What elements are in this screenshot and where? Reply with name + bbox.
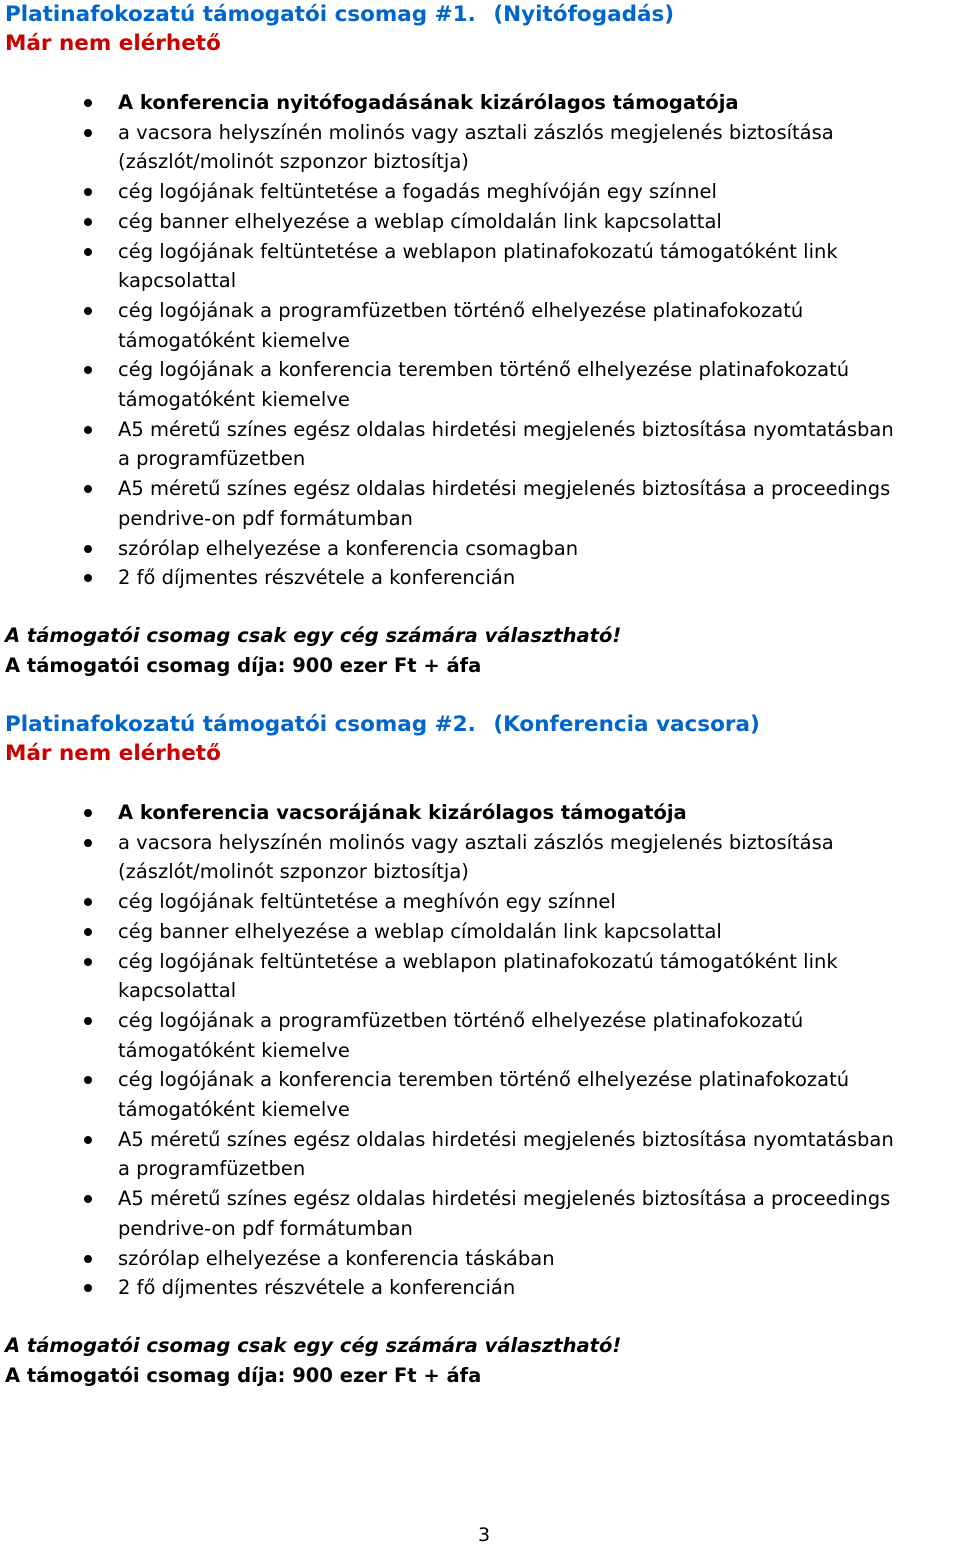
feature-text: szórólap elhelyezése a konferencia táskában	[118, 1246, 555, 1270]
package-price: A támogatói csomag díja: 900 ezer Ft + áfa	[5, 1363, 482, 1387]
feature-text: cég logójának feltüntetése a meghívón egy színnel	[118, 890, 616, 914]
package-subtitle: (Konferencia vacsora)	[493, 712, 760, 737]
feature-list	[0, 798, 960, 1303]
exclusivity-note: A támogatói csomag csak egy cég számára választható!	[5, 624, 622, 647]
feature-text: cég logójának feltüntetése a weblapon platinafokozatú támogatóként link kapcsolattal	[118, 949, 838, 1003]
feature-text: A5 méretű színes egész oldalas hirdetési megjelenés biztosítása nyomtatásban a programfüzetben	[118, 417, 894, 471]
package-section-2	[0, 710, 960, 1387]
list-item	[0, 1184, 960, 1243]
bullet-icon	[84, 99, 92, 107]
feature-text: a vacsora helyszínén molinós vagy asztali zászlós megjelenés biztosítása (zászlót/molinót szponzor biztosítja)	[118, 120, 834, 174]
list-item	[0, 415, 960, 474]
list-item	[0, 118, 960, 177]
list-item	[0, 563, 960, 593]
feature-list	[0, 88, 960, 593]
bullet-icon	[84, 545, 92, 553]
bullet-icon	[84, 1284, 92, 1292]
bullet-icon	[84, 188, 92, 196]
list-item	[0, 947, 960, 1006]
list-item	[0, 1065, 960, 1124]
bullet-icon	[84, 248, 92, 256]
list-item	[0, 177, 960, 207]
bullet-icon	[84, 809, 92, 817]
feature-text: 2 fő díjmentes részvétele a konferencián	[118, 566, 516, 590]
package-terms	[5, 1331, 621, 1390]
bullet-icon	[84, 1255, 92, 1263]
package-price: A támogatói csomag díja: 900 ezer Ft + áfa	[5, 653, 482, 677]
package-subtitle: (Nyitófogadás)	[493, 2, 675, 27]
list-item	[0, 88, 960, 118]
feature-text: cég logójának feltüntetése a fogadás meghívóján egy színnel	[118, 180, 717, 204]
package-title	[0, 0, 960, 29]
list-item	[0, 237, 960, 296]
bullet-icon	[84, 307, 92, 315]
list-item	[0, 798, 960, 828]
package-status: Már nem elérhető	[5, 31, 221, 56]
bullet-icon	[84, 839, 92, 847]
feature-text: 2 fő díjmentes részvétele a konferencián	[118, 1276, 516, 1300]
feature-text: A5 méretű színes egész oldalas hirdetési megjelenés biztosítása nyomtatásban a programfüzetben	[118, 1127, 894, 1181]
feature-text: A konferencia vacsorájának kizárólagos támogatója	[118, 801, 687, 824]
package-name: Platinafokozatú támogatói csomag #2.	[5, 712, 476, 737]
feature-text: A konferencia nyitófogadásának kizárólagos támogatója	[118, 91, 739, 114]
package-terms	[5, 621, 621, 680]
feature-text: cég logójának a konferencia teremben történő elhelyezése platinafokozatú támogatóként kiemelve	[118, 358, 850, 412]
list-item	[0, 1006, 960, 1065]
package-name: Platinafokozatú támogatói csomag #1.	[5, 2, 476, 27]
bullet-icon	[84, 1195, 92, 1203]
list-item	[0, 828, 960, 887]
list-item	[0, 1125, 960, 1184]
feature-text: cég logójának a programfüzetben történő elhelyezése platinafokozatú támogatóként kiemelve	[118, 1008, 804, 1062]
package-status: Már nem elérhető	[5, 741, 221, 766]
feature-text: cég banner elhelyezése a weblap címoldalán link kapcsolattal	[118, 919, 722, 943]
feature-text: cég banner elhelyezése a weblap címoldalán link kapcsolattal	[118, 209, 722, 233]
bullet-icon	[84, 1136, 92, 1144]
bullet-icon	[84, 1017, 92, 1025]
feature-text: szórólap elhelyezése a konferencia csomagban	[118, 536, 579, 560]
exclusivity-note: A támogatói csomag csak egy cég számára választható!	[5, 1334, 622, 1357]
bullet-icon	[84, 574, 92, 582]
list-item	[0, 355, 960, 414]
feature-text: a vacsora helyszínén molinós vagy asztali zászlós megjelenés biztosítása (zászlót/molinót szponzor biztosítja)	[118, 830, 834, 884]
bullet-icon	[84, 898, 92, 906]
bullet-icon	[84, 1076, 92, 1084]
feature-text: cég logójának a programfüzetben történő elhelyezése platinafokozatú támogatóként kiemelve	[118, 298, 804, 352]
list-item	[0, 207, 960, 237]
page-number: 3	[477, 1524, 491, 1546]
feature-text: cég logójának a konferencia teremben történő elhelyezése platinafokozatú támogatóként kiemelve	[118, 1068, 850, 1122]
list-item	[0, 887, 960, 917]
package-section-1	[0, 0, 960, 677]
bullet-icon	[84, 129, 92, 137]
bullet-icon	[84, 426, 92, 434]
list-item	[0, 474, 960, 533]
bullet-icon	[84, 958, 92, 966]
feature-text: A5 méretű színes egész oldalas hirdetési megjelenés biztosítása a proceedings pendrive-on pdf formátumban	[118, 477, 891, 530]
bullet-icon	[84, 928, 92, 936]
feature-text: A5 méretű színes egész oldalas hirdetési megjelenés biztosítása a proceedings pendrive-on pdf formátumban	[118, 1187, 891, 1240]
list-item	[0, 1273, 960, 1303]
list-item	[0, 1244, 960, 1274]
bullet-icon	[84, 366, 92, 374]
list-item	[0, 917, 960, 947]
feature-text: cég logójának feltüntetése a weblapon platinafokozatú támogatóként link kapcsolattal	[118, 239, 838, 293]
list-item	[0, 296, 960, 355]
bullet-icon	[84, 485, 92, 493]
package-title	[0, 710, 960, 739]
bullet-icon	[84, 218, 92, 226]
list-item	[0, 534, 960, 564]
